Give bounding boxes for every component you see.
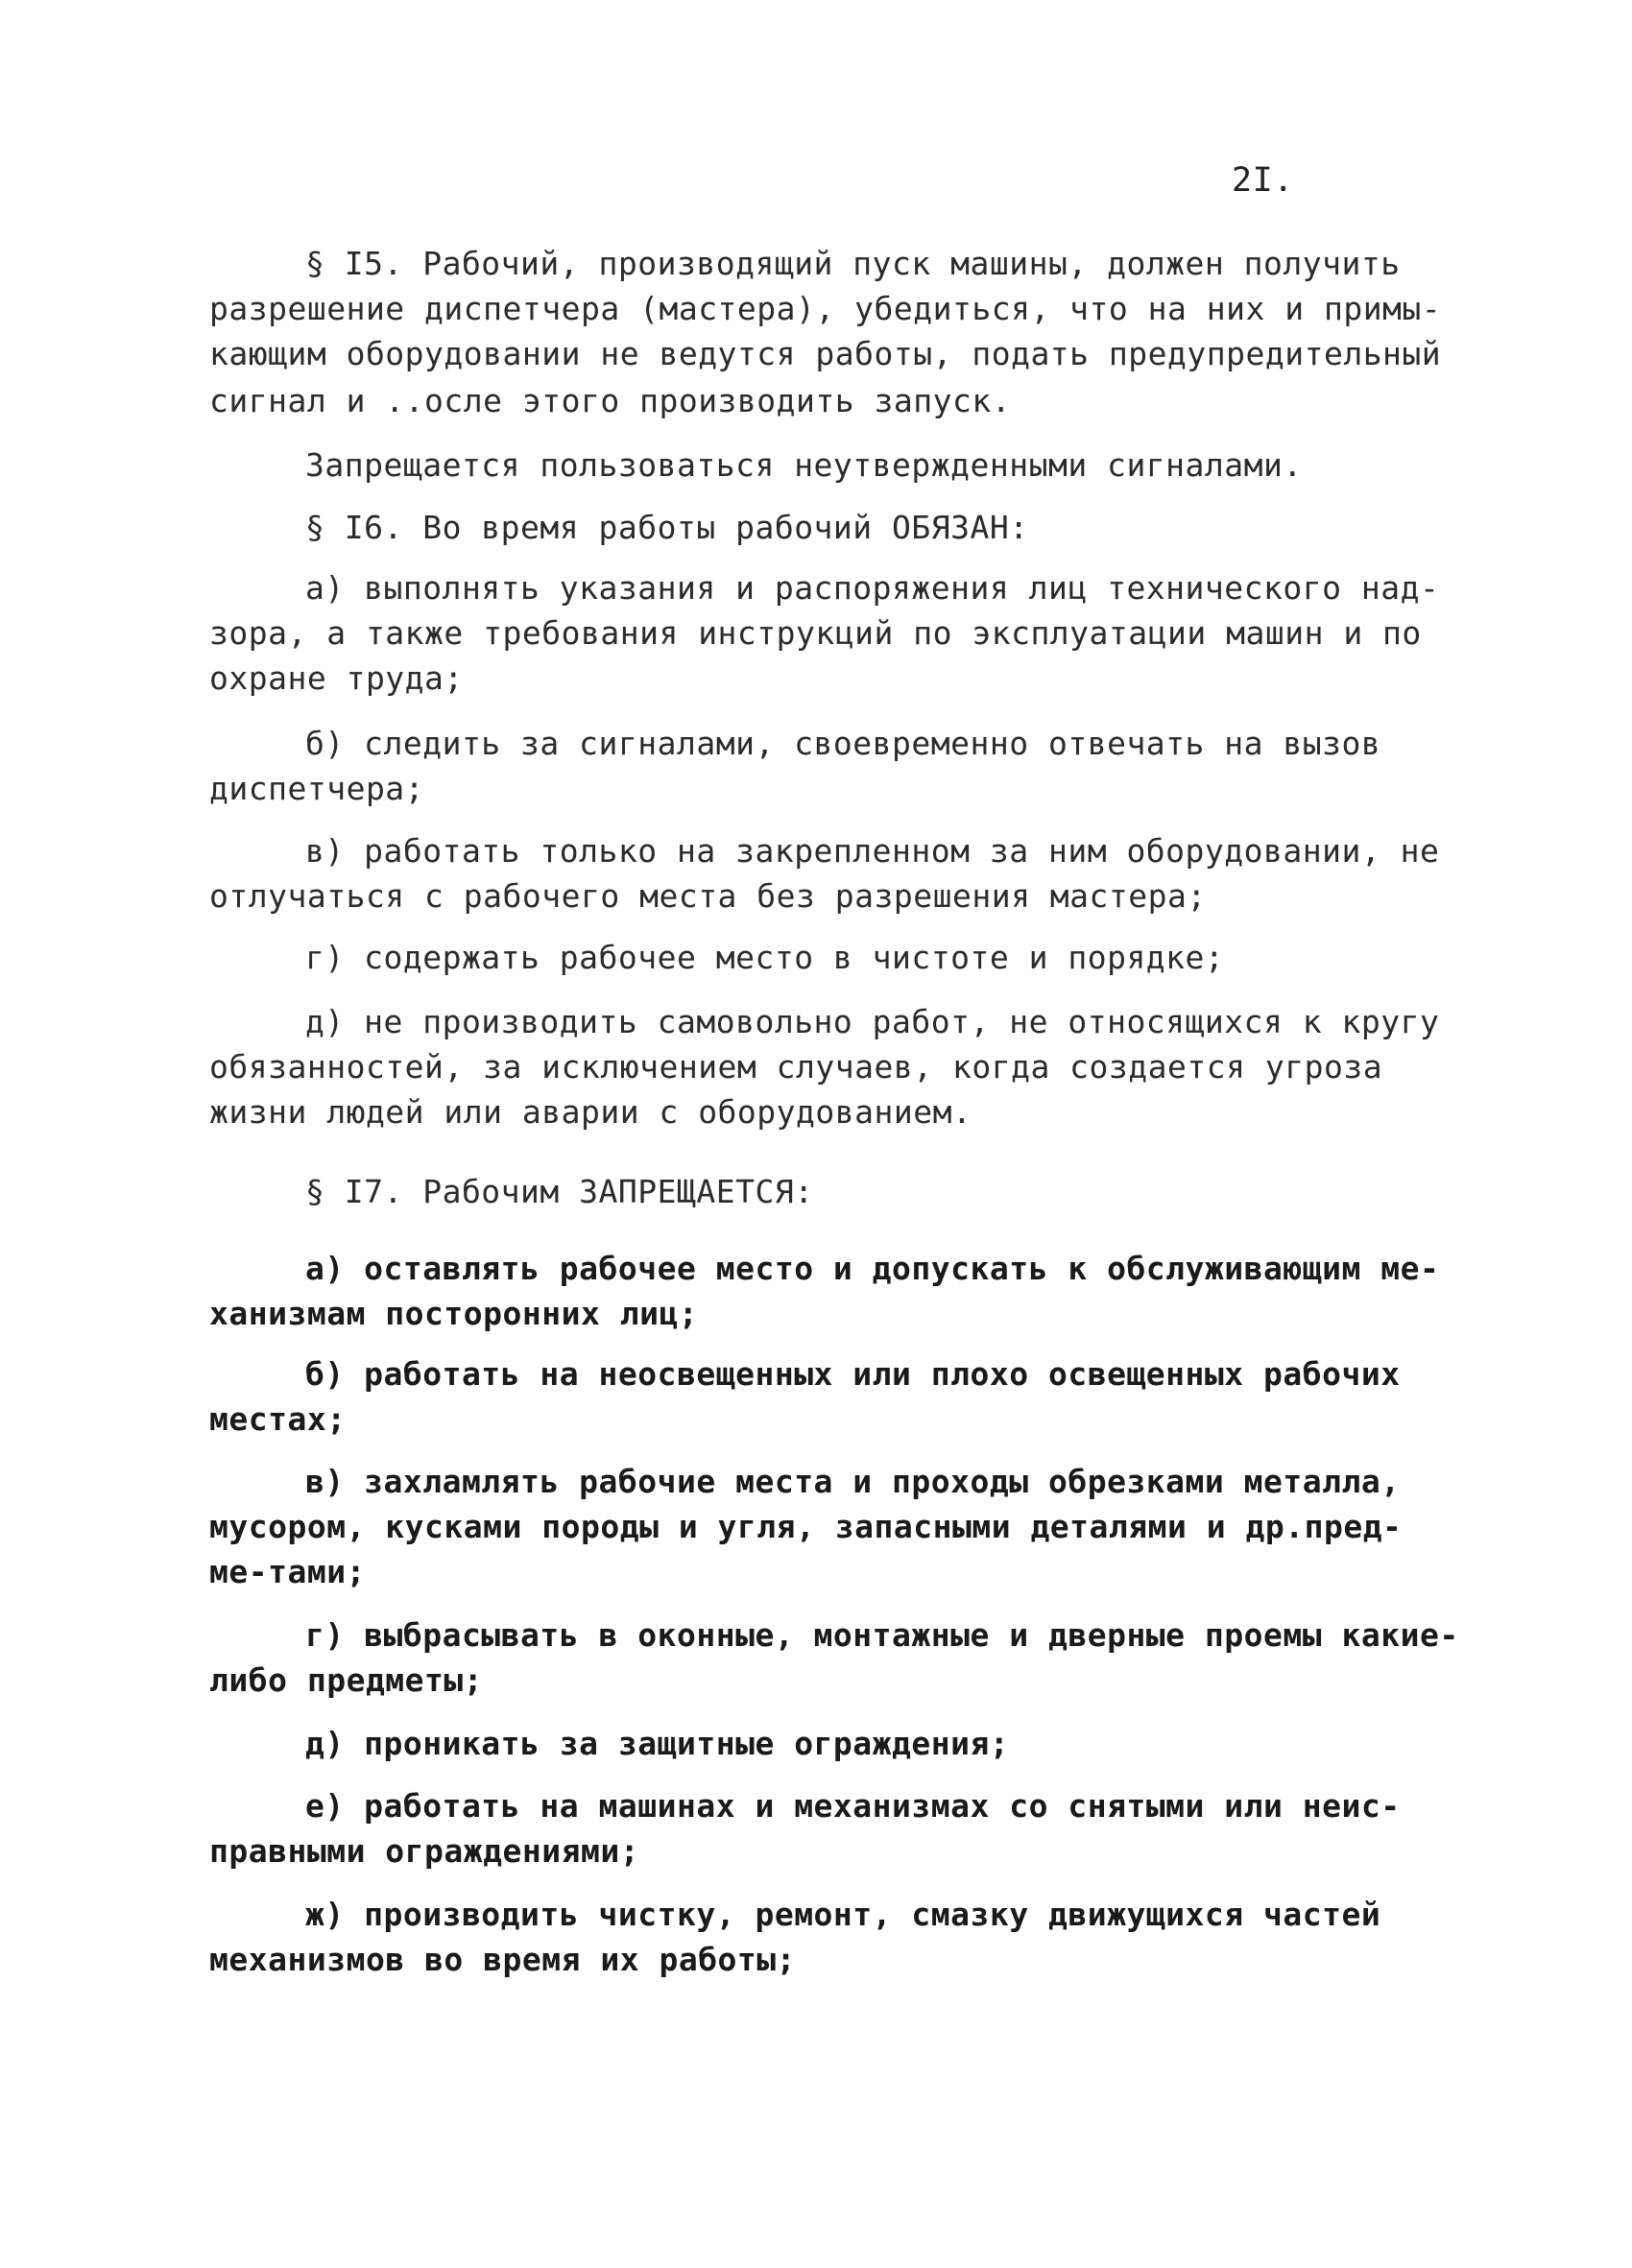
text-line: е) работать на машинах и механизмах со снятыми или неис- — [305, 1787, 1401, 1825]
text-line: Запрещается пользоваться неутвержденными сигналами. — [305, 446, 1303, 484]
text-line: ж) производить чистку, ремонт, смазку движущихся частей — [305, 1896, 1381, 1933]
text-line: б) работать на неосвещенных или плохо освещенных рабочих — [305, 1355, 1401, 1393]
text-line: б) следить за сигналами, своевременно отвечать на вызов — [305, 725, 1381, 762]
text-line: кающим оборудовании не ведутся работы, подать предупредительный — [209, 335, 1442, 372]
text-line: охране труда; — [209, 659, 464, 697]
text-line: диспетчера; — [209, 770, 425, 807]
text-line: местах; — [209, 1400, 347, 1438]
text-line: в) работать только на закрепленном за ним оборудовании, не — [305, 832, 1440, 870]
text-line: зора, а также требования инструкций по эксплуатации машин и по — [209, 614, 1422, 652]
text-line: д) не производить самовольно работ, не относящихся к кругу — [305, 1003, 1440, 1040]
text-line: ме-тами; — [209, 1553, 366, 1590]
text-line: § I5. Рабочий, производящий пуск машины, должен получить — [305, 245, 1401, 282]
text-line: либо предметы; — [209, 1661, 484, 1699]
text-line: ханизмам посторонних лиц; — [209, 1295, 699, 1332]
section-heading: § I6. Во время работы рабочий ОБЯЗАН: — [305, 509, 1029, 546]
text-line: а) выполнять указания и распоряжения лиц технического над- — [305, 569, 1440, 607]
text-line: отлучаться с рабочего места без разрешения мастера; — [209, 877, 1207, 915]
text-line: г) содержать рабочее место в чистоте и порядке; — [305, 939, 1225, 976]
page-number: 2I. — [1232, 161, 1294, 200]
section-heading: § I7. Рабочим ЗАПРЕЩАЕТСЯ: — [305, 1173, 814, 1210]
text-line: д) проникать за защитные ограждения; — [305, 1725, 1010, 1762]
text-line: в) захламлять рабочие места и проходы обрезками металла, — [305, 1463, 1401, 1500]
text-line: разрешение диспетчера (мастера), убедиться, что на них и примы- — [209, 290, 1442, 327]
text-line: а) оставлять рабочее место и допускать к обслуживающим ме- — [305, 1250, 1440, 1287]
text-line: жизни людей или аварии с оборудованием. — [209, 1093, 972, 1131]
text-line: механизмов во время их работы; — [209, 1941, 797, 1978]
text-line: г) выбрасывать в оконные, монтажные и дверные проемы какие- — [305, 1616, 1459, 1654]
text-line: мусором, кусками породы и угля, запасными деталями и др.пред- — [209, 1508, 1403, 1545]
text-line: правными ограждениями; — [209, 1832, 640, 1870]
text-line: сигнал и ..осле этого производить запуск. — [209, 382, 1012, 419]
text-line: обязанностей, за исключением случаев, когда создается угроза — [209, 1048, 1383, 1086]
